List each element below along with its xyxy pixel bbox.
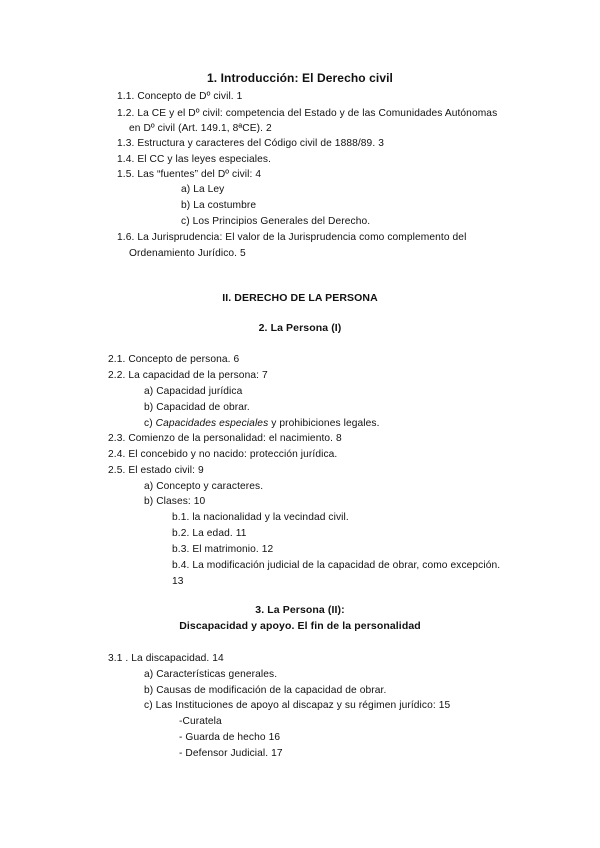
part-2-title: II. DERECHO DE LA PERSONA bbox=[222, 292, 378, 304]
toc-item-2-2-a: a) Capacidad jurídica bbox=[144, 386, 243, 397]
toc-item-2-5-b: b) Clases: 10 bbox=[144, 496, 206, 507]
toc-item-guarda-de-hecho: - Guarda de hecho 16 bbox=[179, 732, 281, 743]
section-2-title: 2. La Persona (I) bbox=[258, 322, 342, 334]
section-3-subtitle: Discapacidad y apoyo. El fin de la personalidad bbox=[179, 620, 421, 632]
toc-item-2-2: 2.2. La capacidad de la persona: 7 bbox=[108, 370, 268, 381]
toc-item-3-1: 3.1 . La discapacidad. 14 bbox=[108, 653, 224, 664]
toc-item-2-2-c-italic: Capacidades especiales bbox=[155, 418, 269, 429]
toc-item-2-2-b: b) Capacidad de obrar. bbox=[144, 402, 250, 413]
toc-item-1-5-b: b) La costumbre bbox=[181, 200, 257, 211]
toc-item-2-1: 2.1. Concepto de persona. 6 bbox=[108, 354, 240, 365]
toc-item-2-2-c-prefix: c) bbox=[144, 418, 156, 429]
toc-item-3-1-a: a) Características generales. bbox=[144, 669, 278, 680]
toc-item-1-5: 1.5. Las “fuentes” del Dº civil: 4 bbox=[117, 169, 262, 180]
toc-item-1-6: 1.6. La Jurisprudencia: El valor de la Jurisprudencia como complemento del bbox=[117, 232, 467, 243]
toc-item-2-5-a: a) Concepto y caracteres. bbox=[144, 481, 264, 492]
toc-item-2-5-b2: b.2. La edad. 11 bbox=[172, 528, 247, 539]
toc-item-2-2-c-suffix: y prohibiciones legales. bbox=[268, 418, 380, 429]
toc-item-1-2: 1.2. La CE y el Dº civil: competencia del Estado y de las Comunidades Autónomas bbox=[117, 108, 498, 119]
toc-item-3-1-c: c) Las Instituciones de apoyo al discapaz y su régimen jurídico: 15 bbox=[144, 700, 451, 711]
toc-item-1-1: 1.1. Concepto de Dº civil. 1 bbox=[117, 91, 243, 102]
toc-item-2-5-b3: b.3. El matrimonio. 12 bbox=[172, 544, 274, 555]
toc-item-1-3: 1.3. Estructura y caracteres del Código civil de 1888/89. 3 bbox=[117, 138, 384, 149]
section-1-title: 1. Introducción: El Derecho civil bbox=[206, 71, 393, 85]
toc-item-defensor-judicial: - Defensor Judicial. 17 bbox=[179, 748, 283, 759]
toc-item-2-5: 2.5. El estado civil: 9 bbox=[108, 465, 204, 476]
toc-item-2-5-b1: b.1. la nacionalidad y la vecindad civil. bbox=[172, 512, 349, 523]
toc-item-1-5-c: c) Los Principios Generales del Derecho. bbox=[181, 216, 371, 227]
toc-item-1-4: 1.4. El CC y las leyes especiales. bbox=[117, 154, 272, 165]
toc-item-1-6-cont: Ordenamiento Jurídico. 5 bbox=[129, 248, 246, 259]
toc-item-curatela: -Curatela bbox=[179, 716, 222, 727]
toc-item-2-4: 2.4. El concebido y no nacido: protección jurídica. bbox=[108, 449, 338, 460]
toc-item-1-5-a: a) La Ley bbox=[181, 184, 225, 195]
toc-item-2-3: 2.3. Comienzo de la personalidad: el nacimiento. 8 bbox=[108, 433, 342, 444]
toc-item-2-5-b4-cont: 13 bbox=[172, 576, 184, 587]
toc-item-2-2-c bbox=[144, 417, 380, 430]
toc-item-1-2-cont: en Dº civil (Art. 149.1, 8ªCE). 2 bbox=[129, 123, 272, 134]
section-3-title: 3. La Persona (II): bbox=[255, 604, 345, 616]
toc-item-3-1-b: b) Causas de modificación de la capacidad de obrar. bbox=[144, 685, 387, 696]
toc-item-2-5-b4: b.4. La modificación judicial de la capacidad de obrar, como excepción. bbox=[172, 560, 501, 571]
